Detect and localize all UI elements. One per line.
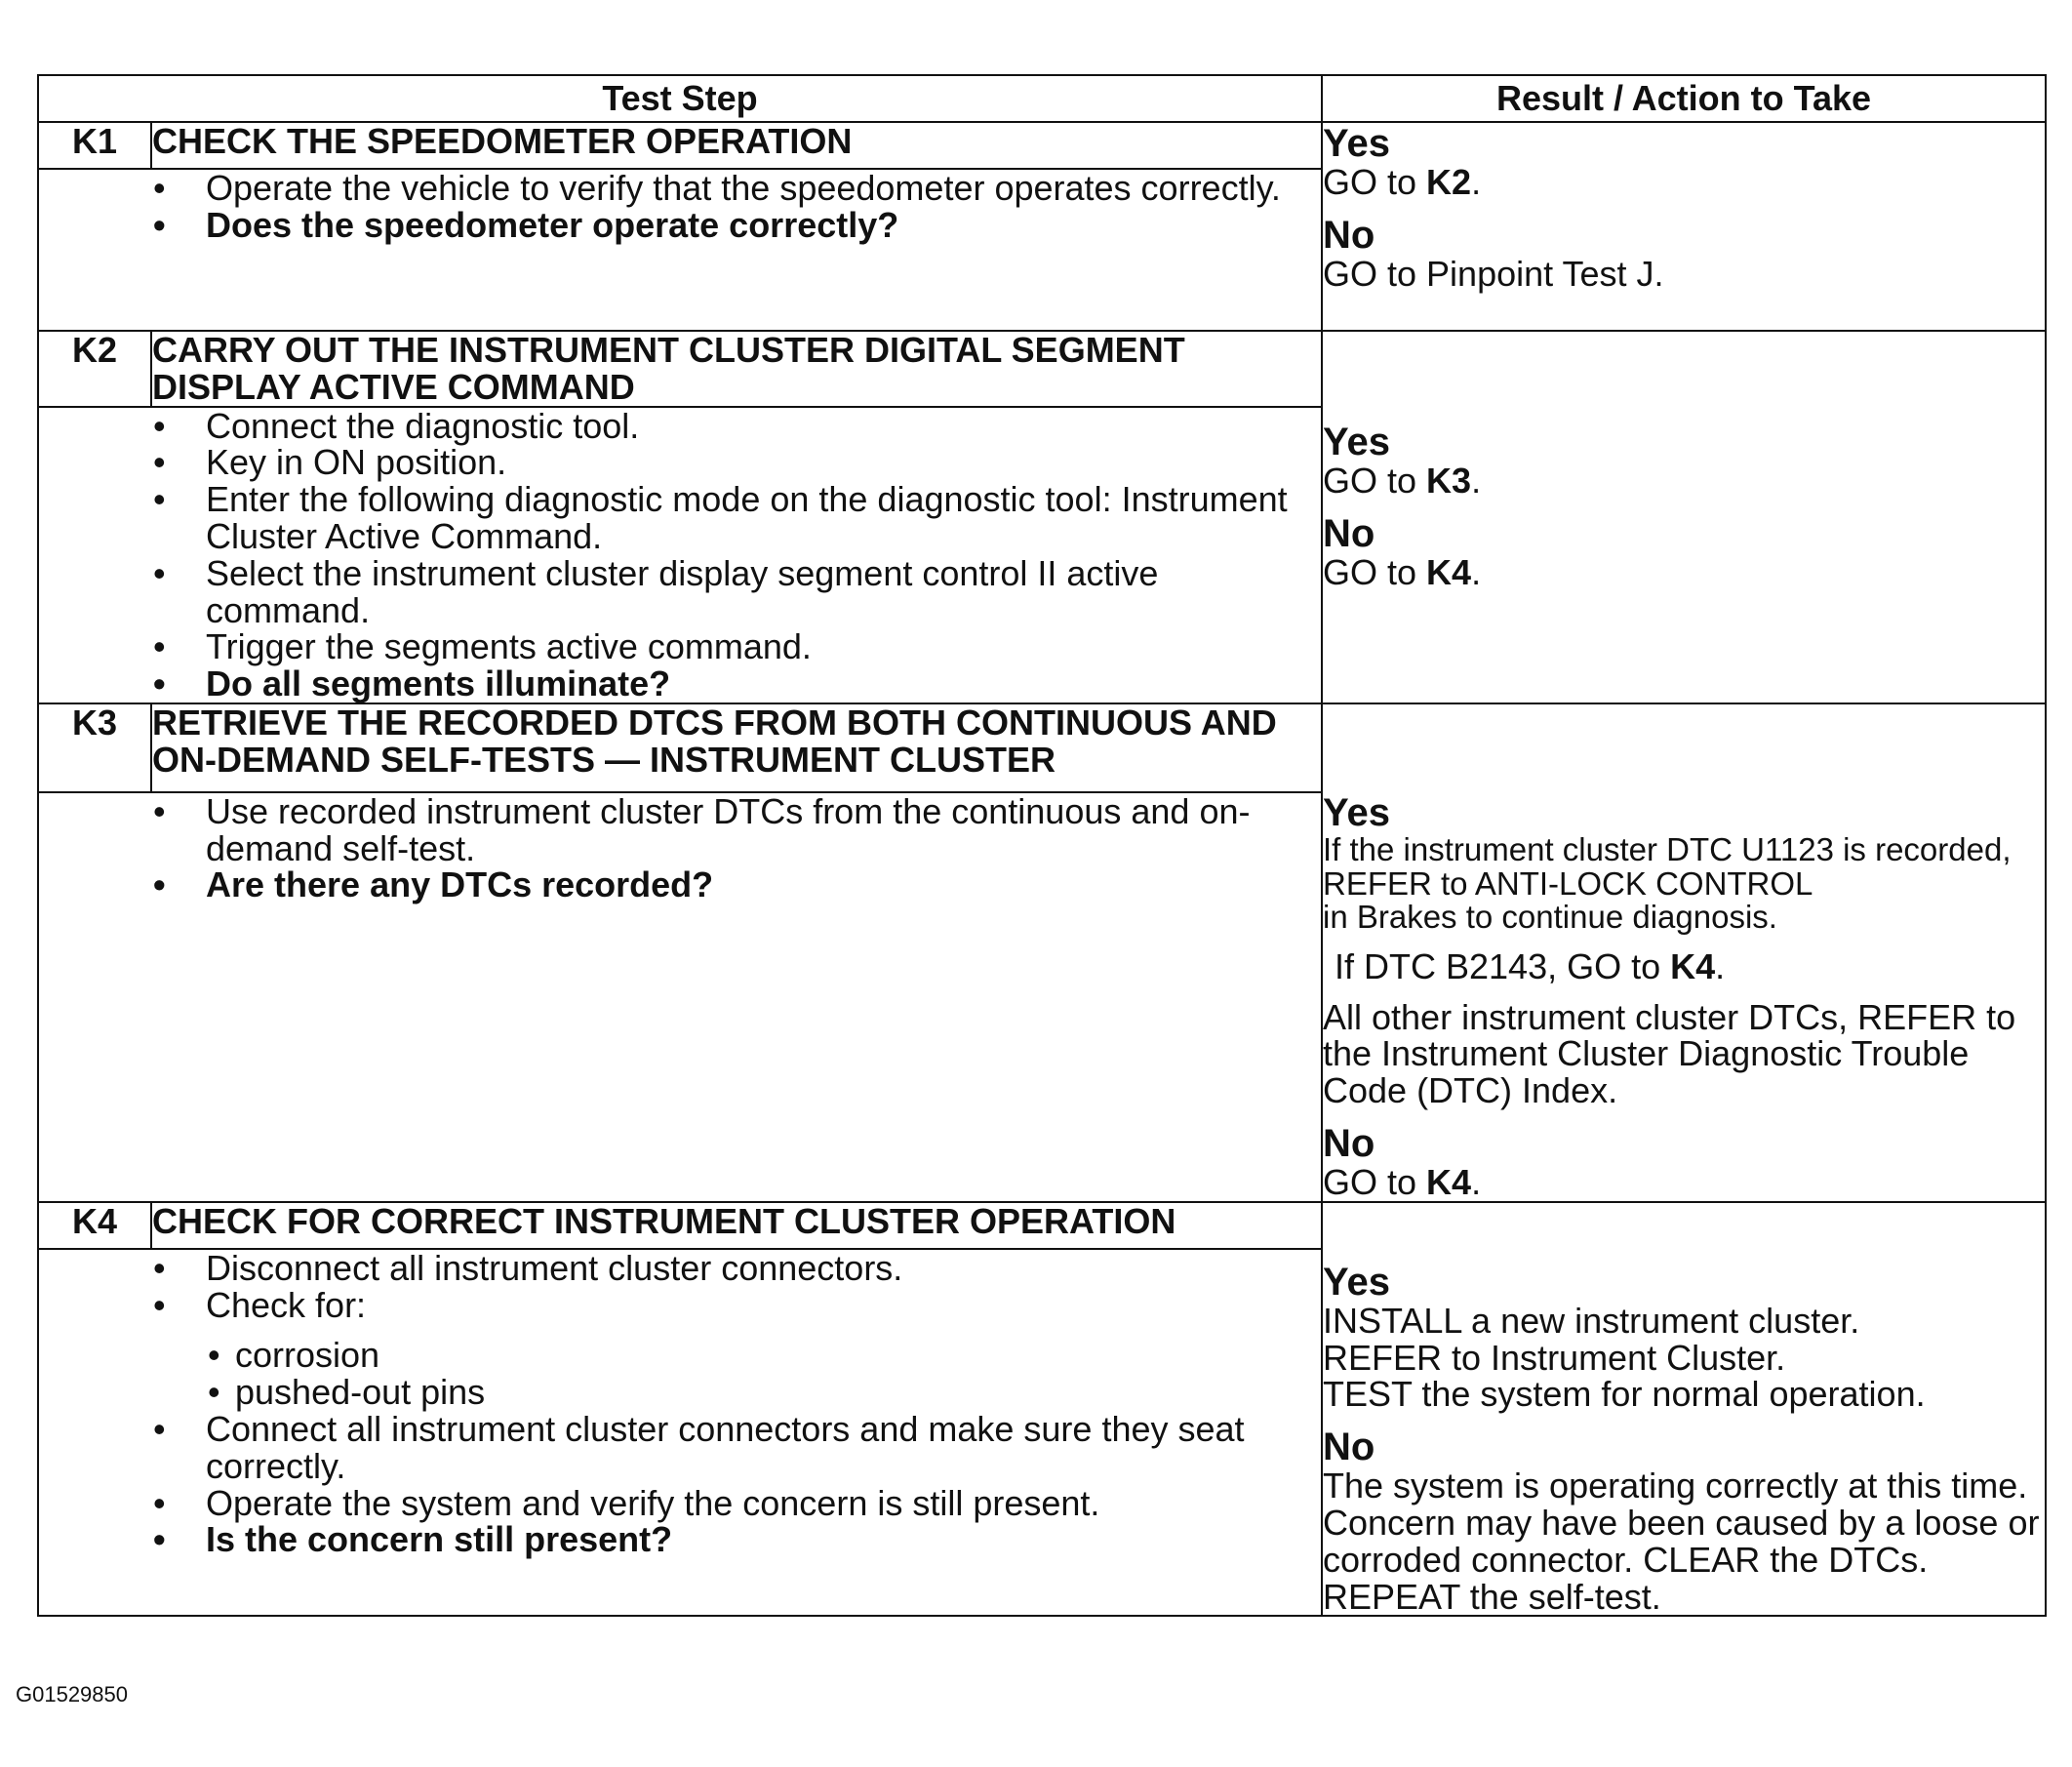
- step-title: CHECK FOR CORRECT INSTRUMENT CLUSTER OPERATION: [151, 1202, 1322, 1249]
- step-result: [1322, 1202, 2046, 1617]
- yes-text: in Brakes to continue diagnosis.: [1323, 899, 1777, 936]
- yes-text-end: .: [1715, 945, 1726, 986]
- step-id: K1: [38, 122, 151, 169]
- action-question: • Are there any DTCs recorded?: [151, 866, 1321, 904]
- step-actions: [151, 169, 1322, 331]
- action-question: • Does the speedometer operate correctly?: [151, 207, 1321, 244]
- check-item: • pushed-out pins: [206, 1374, 1321, 1411]
- yes-text: If DTC B2143, GO to: [1335, 945, 1671, 986]
- action-item: • Disconnect all instrument cluster connectors.: [151, 1250, 1321, 1287]
- test-step-header: Test Step: [38, 75, 1322, 122]
- yes-text: TEST the system for normal operation.: [1323, 1374, 1926, 1415]
- action-item: • Operate the system and verify the concern is still present.: [151, 1485, 1321, 1522]
- yes-target: K2: [1426, 162, 1472, 202]
- no-text-end: .: [1471, 551, 1482, 592]
- action-question: • Do all segments illuminate?: [151, 665, 1321, 703]
- no-label: No: [1323, 1426, 1375, 1469]
- step-result: [1322, 122, 2046, 331]
- no-text: GO to Pinpoint Test J.: [1323, 253, 1664, 294]
- action-item-text: Check for:: [206, 1284, 367, 1325]
- step-id: K2: [38, 331, 151, 407]
- yes-text: GO to: [1323, 162, 1427, 202]
- action-item: • Operate the vehicle to verify that the speedometer operates correctly.: [151, 170, 1321, 207]
- step-k1-title-row: [38, 122, 2046, 169]
- step-result: [1322, 703, 2046, 1202]
- no-text-end: .: [1471, 1162, 1482, 1203]
- yes-text: REFER to Instrument Cluster.: [1323, 1337, 1786, 1378]
- spacer-cell: [38, 1249, 151, 1617]
- action-item: • Connect all instrument cluster connectors and make sure they seat correctly.: [151, 1411, 1321, 1485]
- pinpoint-test-table: [37, 74, 2047, 1617]
- action-item: [151, 1284, 1321, 1413]
- step-actions: [151, 792, 1322, 1202]
- no-text: The system is operating correctly at this time. Concern may have been caused by a loose or corroded connector. CLEAR the DTCs. REPEAT the self-test.: [1323, 1466, 2040, 1617]
- action-item: • Key in ON position.: [151, 444, 1321, 481]
- yes-label: Yes: [1323, 1260, 1390, 1304]
- yes-label: Yes: [1323, 790, 1390, 834]
- no-target: K4: [1426, 551, 1472, 592]
- action-item: • Connect the diagnostic tool.: [151, 408, 1321, 445]
- spacer-cell: [38, 792, 151, 1202]
- no-label: No: [1323, 511, 1375, 555]
- yes-label: Yes: [1323, 421, 1390, 463]
- step-id: K4: [38, 1202, 151, 1249]
- action-item: • Select the instrument cluster display segment control II active command.: [151, 555, 1321, 629]
- yes-text: INSTALL a new instrument cluster.: [1323, 1300, 1860, 1341]
- no-text: GO to: [1323, 1162, 1427, 1203]
- spacer-cell: [38, 407, 151, 703]
- check-item: • corrosion: [206, 1337, 1321, 1374]
- step-k4-title-row: [38, 1202, 2046, 1249]
- yes-text-end: .: [1471, 162, 1482, 202]
- step-title: RETRIEVE THE RECORDED DTCS FROM BOTH CONTINUOUS AND ON-DEMAND SELF-TESTS — INSTRUMENT CLUSTER: [151, 703, 1322, 792]
- table-header-row: [38, 75, 2046, 122]
- no-text: GO to: [1323, 551, 1427, 592]
- step-actions: [151, 1249, 1322, 1617]
- yes-target: K4: [1670, 945, 1716, 986]
- action-item: • Enter the following diagnostic mode on the diagnostic tool: Instrument Cluster Active Command.: [151, 481, 1321, 555]
- step-title: CHECK THE SPEEDOMETER OPERATION: [151, 122, 1322, 169]
- step-k2-title-row: [38, 331, 2046, 407]
- step-k3-title-row: [38, 703, 2046, 792]
- spacer-cell: [38, 169, 151, 331]
- yes-text: GO to: [1323, 461, 1427, 501]
- no-target: K4: [1426, 1162, 1472, 1203]
- yes-text-end: .: [1471, 461, 1482, 501]
- step-id: K3: [38, 703, 151, 792]
- yes-label: Yes: [1323, 122, 1390, 165]
- action-item: • Use recorded instrument cluster DTCs from the continuous and on-demand self-test.: [151, 793, 1321, 867]
- no-label: No: [1323, 1122, 1375, 1166]
- step-result: [1322, 331, 2046, 703]
- action-item: • Trigger the segments active command.: [151, 628, 1321, 665]
- no-label: No: [1323, 213, 1375, 257]
- step-actions: [151, 407, 1322, 703]
- step-title: CARRY OUT THE INSTRUMENT CLUSTER DIGITAL SEGMENT DISPLAY ACTIVE COMMAND: [151, 331, 1322, 407]
- check-list: [206, 1337, 1321, 1411]
- yes-text: All other instrument cluster DTCs, REFER to the Instrument Cluster Diagnostic Trouble Code (DTC) Index.: [1323, 996, 2016, 1111]
- result-action-header: Result / Action to Take: [1322, 75, 2046, 122]
- action-question: • Is the concern still present?: [151, 1521, 1321, 1558]
- figure-code: G01529850: [16, 1682, 128, 1707]
- yes-target: K3: [1426, 461, 1472, 501]
- yes-text: If the instrument cluster DTC U1123 is recorded, REFER to ANTI-LOCK CONTROL: [1323, 830, 2012, 902]
